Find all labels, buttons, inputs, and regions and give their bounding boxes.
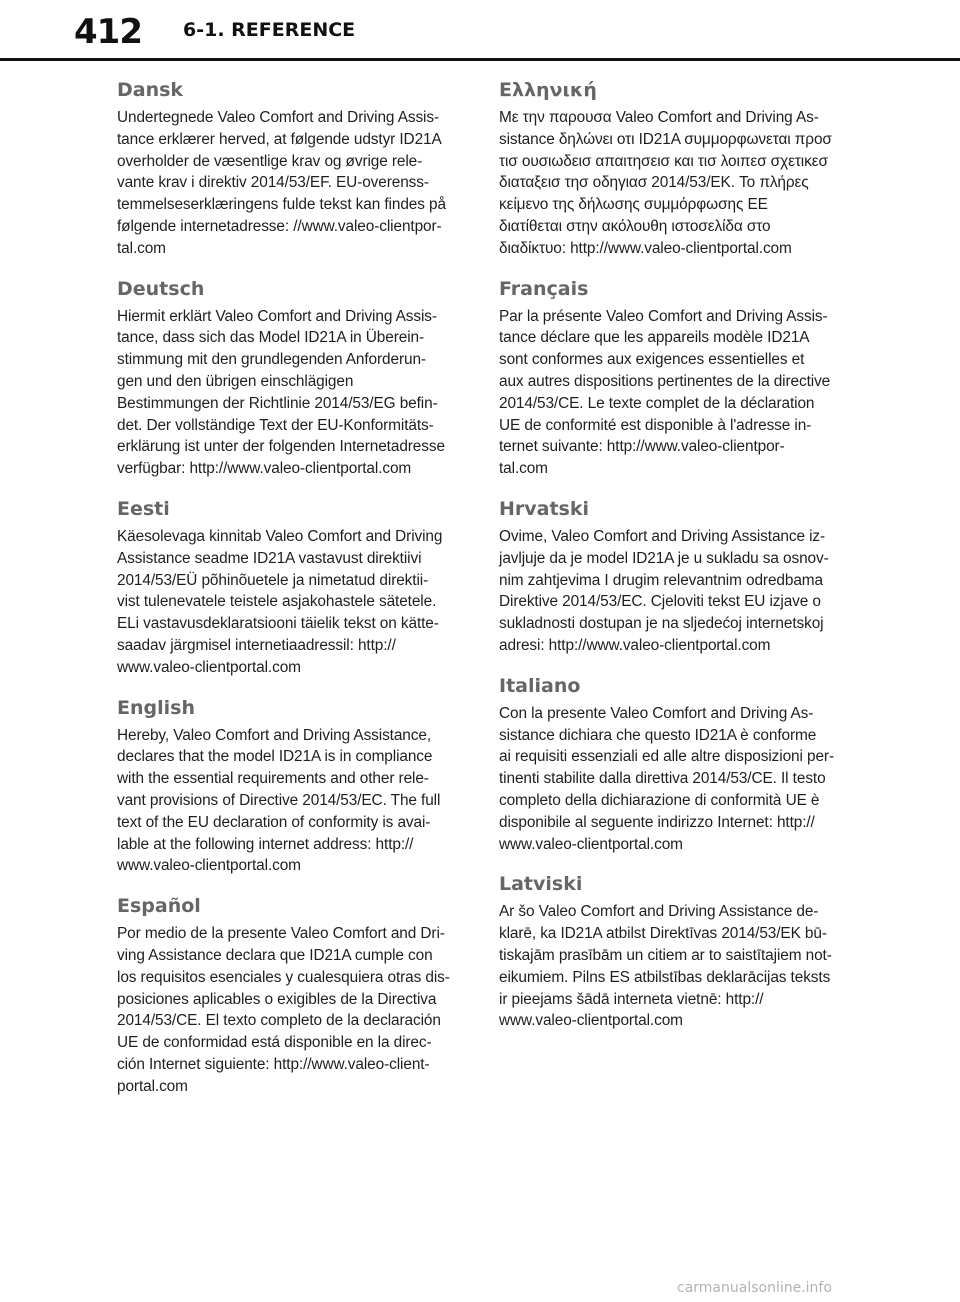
language-heading: Deutsch	[117, 277, 205, 300]
language-heading: Italiano	[499, 674, 581, 697]
language-heading: Français	[499, 277, 589, 300]
declaration-text: Käesolevaga kinnitab Valeo Comfort and Driving Assistance seadme ID21A vastavust direktiivi 2014/53/EÜ põhinõuetele ja nimetatud direktii- vist tulenevatele teistele asjakohastele sätetele. ELi vastavusdeklaratsiooni täielik tekst on kätte- saadav järgmisel internetiaadressil: http:// www.valeo-clientportal.com	[117, 527, 443, 676]
declaration-text: Hiermit erklärt Valeo Comfort and Driving Assis- tance, dass sich das Model ID21A in Überein- stimmung mit den grundlegenden Anforderun- gen und den übrigen einschlägigen Bestimmungen der Richtlinie 2014/53/EG befin- det. Der vollständige Text der EU-Konformitäts- erklärung ist unter der folgenden Internetadresse verfügbar: http://www.valeo-clientportal.com	[117, 307, 445, 478]
language-heading: Eesti	[117, 497, 170, 520]
section-espanol	[117, 894, 463, 1097]
section-english	[117, 696, 463, 878]
section-title: 6-1. REFERENCE	[183, 19, 356, 41]
right-column	[499, 78, 845, 1049]
header-rule	[0, 58, 960, 61]
section-italiano	[499, 674, 845, 856]
declaration-text: Hereby, Valeo Comfort and Driving Assistance, declares that the model ID21A is in compliance with the essential requirements and other rele- vant provisions of Directive 2014/53/EC. The full text of the EU declaration of conformity is avai- lable at the following internet address: http:// www.valeo-clientportal.com	[117, 726, 441, 875]
left-column	[117, 78, 463, 1114]
declaration-text: Με την παρουσα Valeo Comfort and Driving As- sistance δηλώνει οτι ID21A συμμορφωνεται προσ τισ ουσιωδεισ απαιτησεισ και τισ λοιπεσ σχετικεσ διαταξεισ τησ οδηγιασ 2014/53/EK. Το πλήρες κείμενο της δήλωσης συμμόρφωσης ΕΕ διατίθεται στην ακόλουθη ιστοσελίδα στο διαδίκτυο: http://www.valeo-clientportal.com	[499, 109, 832, 257]
language-heading: English	[117, 696, 195, 719]
watermark: carmanualsonline.info	[677, 1280, 832, 1296]
page-number: 412	[74, 12, 142, 52]
language-heading: Latviski	[499, 873, 583, 896]
declaration-text: Ovime, Valeo Comfort and Driving Assistance iz- javljuje da je model ID21A je u sukladu sa osnov- nim zahtjevima I drugim relevantnim odredbama Direktive 2014/53/EC. Cjeloviti tekst EU izjave o sukladnosti dostupan je na sljedećoj internetskoj adresi: http://www.valeo-clientportal.com	[499, 527, 829, 654]
section-hrvatski	[499, 497, 845, 657]
section-eesti	[117, 497, 463, 679]
section-francais	[499, 277, 845, 480]
declaration-text: Ar šo Valeo Comfort and Driving Assistance de- klarē, ka ID21A atbilst Direktīvas 2014/53/EK bū- tiskajām prasībām un citiem ar to saistītajiem not- eikumiem. Pilns ES atbilstības deklarācijas teksts ir pieejams šādā interneta vietnē: http:// www.valeo-clientportal.com	[499, 903, 832, 1030]
section-ellinika	[499, 78, 845, 260]
declaration-text: Par la présente Valeo Comfort and Driving Assis- tance déclare que les appareils modèle ID21A sont conformes aux exigences essentielles et aux autres dispositions pertinentes de la directive 2014/53/CE. Le texte complet de la déclaration UE de conformité est disponible à l'adresse in- ternet suivante: http://www.valeo-clientpor- tal.com	[499, 307, 831, 478]
declaration-text: Undertegnede Valeo Comfort and Driving Assis- tance erklærer herved, at følgende udstyr ID21A overholder de væsentlige krav og øvrige rele- vante krav i direktiv 2014/53/EF. EU-overenss- temmelseserklæringens fulde tekst kan findes på følgende internetadresse: //www.valeo-clientpor- tal.com	[117, 109, 446, 257]
page-header	[0, 0, 960, 62]
declaration-text: Por medio de la presente Valeo Comfort and Dri- ving Assistance declara que ID21A cumple con los requisitos esenciales y cualesquiera otras dis- posiciones aplicables o exigibles de la Directiva 2014/53/CE. El texto completo de la declaración UE de conformidad está disponible en la direc- ción Internet siguiente: http://www.valeo-client- portal.com	[117, 925, 450, 1095]
language-heading: Español	[117, 895, 201, 918]
language-heading: Dansk	[117, 79, 184, 101]
section-dansk	[117, 78, 463, 260]
section-latviski	[499, 872, 845, 1032]
language-heading: Hrvatski	[499, 497, 590, 520]
language-heading: Ελληνική	[499, 79, 597, 101]
declaration-text: Con la presente Valeo Comfort and Driving As- sistance dichiara che questo ID21A è conforme ai requisiti essenziali ed alle altre disposizioni per- tinenti stabilite dalla direttiva 2014/53/CE. Il testo completo della dichiarazione di conformità UE è disponibile al seguente indirizzo Internet: http:// www.valeo-clientportal.com	[499, 704, 834, 853]
section-deutsch	[117, 277, 463, 480]
